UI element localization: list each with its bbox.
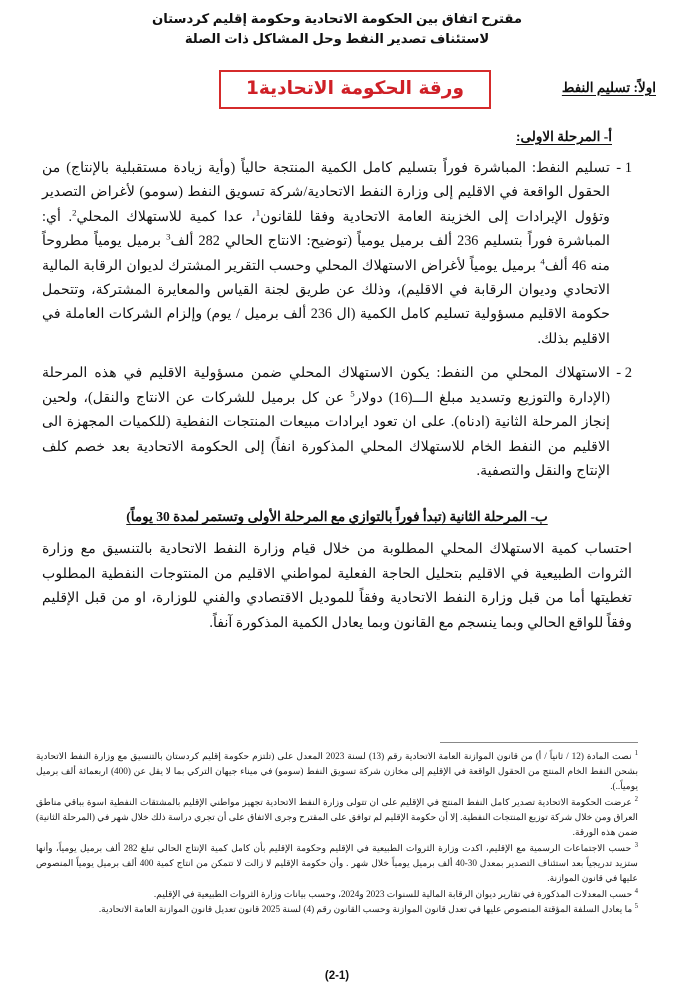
document-body xyxy=(0,129,674,635)
stage-spacer xyxy=(42,493,632,509)
footnote-ref-4: 4 xyxy=(540,255,545,266)
title-line-2: لاستئناف تصدير النفط وحل المشاكل ذات الصلة xyxy=(184,31,490,47)
list-text: الاستهلاك المحلي من النفط: يكون الاستهلاك المحلي ضمن مسؤولية الاقليم في هذه المرحلة (الإدارة والتوزيع وتسديد مبلغ الـــ(16) دولار$^5$ عن كل برميل للشركات عن الانتاج والنقل)، ولحين إنجاز المرحلة الثانية (ادناه). على ان تعود ايرادات مبيعات المنتجات النفطية (للكميات المجهزة الى الاقليم من النفط الخام للاستهلاك المحلي المذكورة انفاً) إلى الحكومة الاتحادية بعد خصم كلف الإنتاج والنقل والتصفية. xyxy=(42,365,611,479)
title-line-1: مقترح اتفاق بين الحكومة الاتحادية وحكومة إقليم كردستان xyxy=(151,11,523,26)
section-heading-first: اولاً: تسليم النفط xyxy=(561,79,656,95)
footnote-2: $^2$ عرضت الحكومة الاتحادية تصدير كامل النفط المنتج في الإقليم على ان تتولى وزارة النفط الاتحادية تجهيز مواطني الإقليم بالمشتقات النفطية اسوة بباقي مناطق العراق ومن خلال شركة توزيع المنتجات النفطية. إلا أن حكومة الإقليم لم توافق على المقترح وجرى الاتفاق على أن تجري دراسة ذلك خلال شهر في (المرحلة الثانية) ضمن هذه الورقة. xyxy=(36,796,638,837)
footnote-marker: 3 xyxy=(634,841,639,849)
footnote-4: $^4$ حسب المعدلات المذكورة في تقارير ديوان الرقابة المالية للسنوات 2023 و2024، وحسب بيانات وزارة الثروات الطبيعية في الإقليم. xyxy=(153,887,638,899)
footnote-ref-2: 2 xyxy=(72,207,77,218)
banner-label: ورقة الحكومة الاتحادية1 xyxy=(246,78,464,100)
footnote-marker: 2 xyxy=(634,796,638,804)
list-item xyxy=(42,156,632,351)
federal-government-paper-banner xyxy=(219,70,491,109)
footnote-1: $^1$ نصت المادة (12 / ثانياً / أ) من قانون الموازنة العامة الاتحادية رقم (13) لسنة 2023 المعدل على (تلتزم حكومة إقليم كردستان بالتنسيق مع وزارة النفط الاتحادية بشحن النفط الخام المنتج من الحقول الواقعة في الإقليم إلى مخازن شركة تسويق النفط (سومو) في ميناء جيهان التركي بما لا يقل عن (400) اربعمائة ألف برميل يومياً..). xyxy=(36,750,639,792)
document-title xyxy=(0,9,674,50)
footnote-separator-holder xyxy=(36,742,638,749)
footnote-separator xyxy=(440,742,638,743)
list-marker: 1 - xyxy=(616,159,632,176)
footnote-5: $^5$ ما يعادل السلفة المؤقتة المنصوص عليها في تعدل قانون الموازنة وحسب القانون رقم (4) لسنة 2025 قانون تعديل قانون الموازنة العامة الاتحادية. xyxy=(98,903,638,915)
footnote-ref-3: 3 xyxy=(166,231,171,242)
stage-a-heading: أ- المرحلة الاولى: xyxy=(516,128,612,144)
footnote-marker: 4 xyxy=(634,887,638,895)
footnote-ref-5: 5 xyxy=(350,387,355,398)
stage-b-paragraph: احتساب كمية الاستهلاك المحلي المطلوبة من خلال قيام وزارة النفط الاتحادية بالتنسيق مع وزارة الثروات الطبيعية في الاقليم بتحليل الحاجة الفعلية لمواطني الاقليم من المنتوجات النفطية المطلوب تغطيتها أما من قبل وزارة النفط الاتحادية وفقاً للموديل الاقتصادي والفني للوزارة، او من قبل الإقليم وفقاً للواقع الحالي وبما ينسجم مع القانون وبما يعادل الكمية المذكورة آنفاً. xyxy=(42,541,632,631)
stage-a-list xyxy=(42,156,632,483)
footnote-ref-1: 1 xyxy=(255,207,261,218)
footnotes-section xyxy=(36,742,638,918)
stage-b-heading: ب- المرحلة الثانية (تبدأ فوراً بالتوازي مع المرحلة الأولى وتستمر لمدة 30 يوماً) xyxy=(126,509,548,525)
list-item xyxy=(42,361,632,483)
list-text: تسليم النفط: المباشرة فوراً بتسليم كامل الكمية المنتجة حالياً (وأية زيادة مستقبلية بالإنتاج) من الحقول الواقعة في الاقليم إلى وزارة النفط الاتحادية/شركة تسويق النفط (سومو) لأغراض التصدير وتؤول الإيرادات إلى الخزينة العامة الاتحادية وفقا للقانون$^1$، عدا كمية للاستهلاك المحلي$^2$. أي: المباشرة فوراً بتسليم 236 ألف برميل يومياً (توضيح: الانتاج الحالي 282 ألف$^3$ برميل يومياً مطروحاً منه 46 ألف$^4$ برميل يومياً لأغراض الاستهلاك المحلي وحسب التقرير المشترك لديوان الرقابة المالية الاتحادي وديوان الرقابة في الاقليم)، وذلك عن طريق لجنة القياس والمعايرة المشتركة، وتتحمل حكومة الاقليم مسؤولية تسليم كامل الكمية (ال 236 ألف برميل / يوم) وإلزام الشركات العاملة في الاقليم بذلك. xyxy=(42,159,610,347)
footnote-3: $^3$ حسب الاجتماعات الرسمية مع الإقليم، اكدت وزارة الثروات الطبيعية في الإقليم وحكومة الإقليم بأن كامل كمية الإنتاج الحالي تبلغ 282 ألف برميل يومياً، وأنها ستزيد تدريجياً بعد استئناف التصدير بمعدل 30-40 ألف برميل يومياً خلال شهر . وأن حكومة الإقليم لا زالت لا تتمكن من انتاج كمية 400 ألف برميل يومياً المنصوص عليها في قانون الموازنة. xyxy=(36,841,639,883)
page-number: (2-1) xyxy=(324,970,350,982)
list-marker: 2 - xyxy=(616,365,632,382)
banner-row xyxy=(0,68,674,120)
footnote-marker: 1 xyxy=(634,750,639,758)
footnote-marker: 5 xyxy=(634,903,638,911)
